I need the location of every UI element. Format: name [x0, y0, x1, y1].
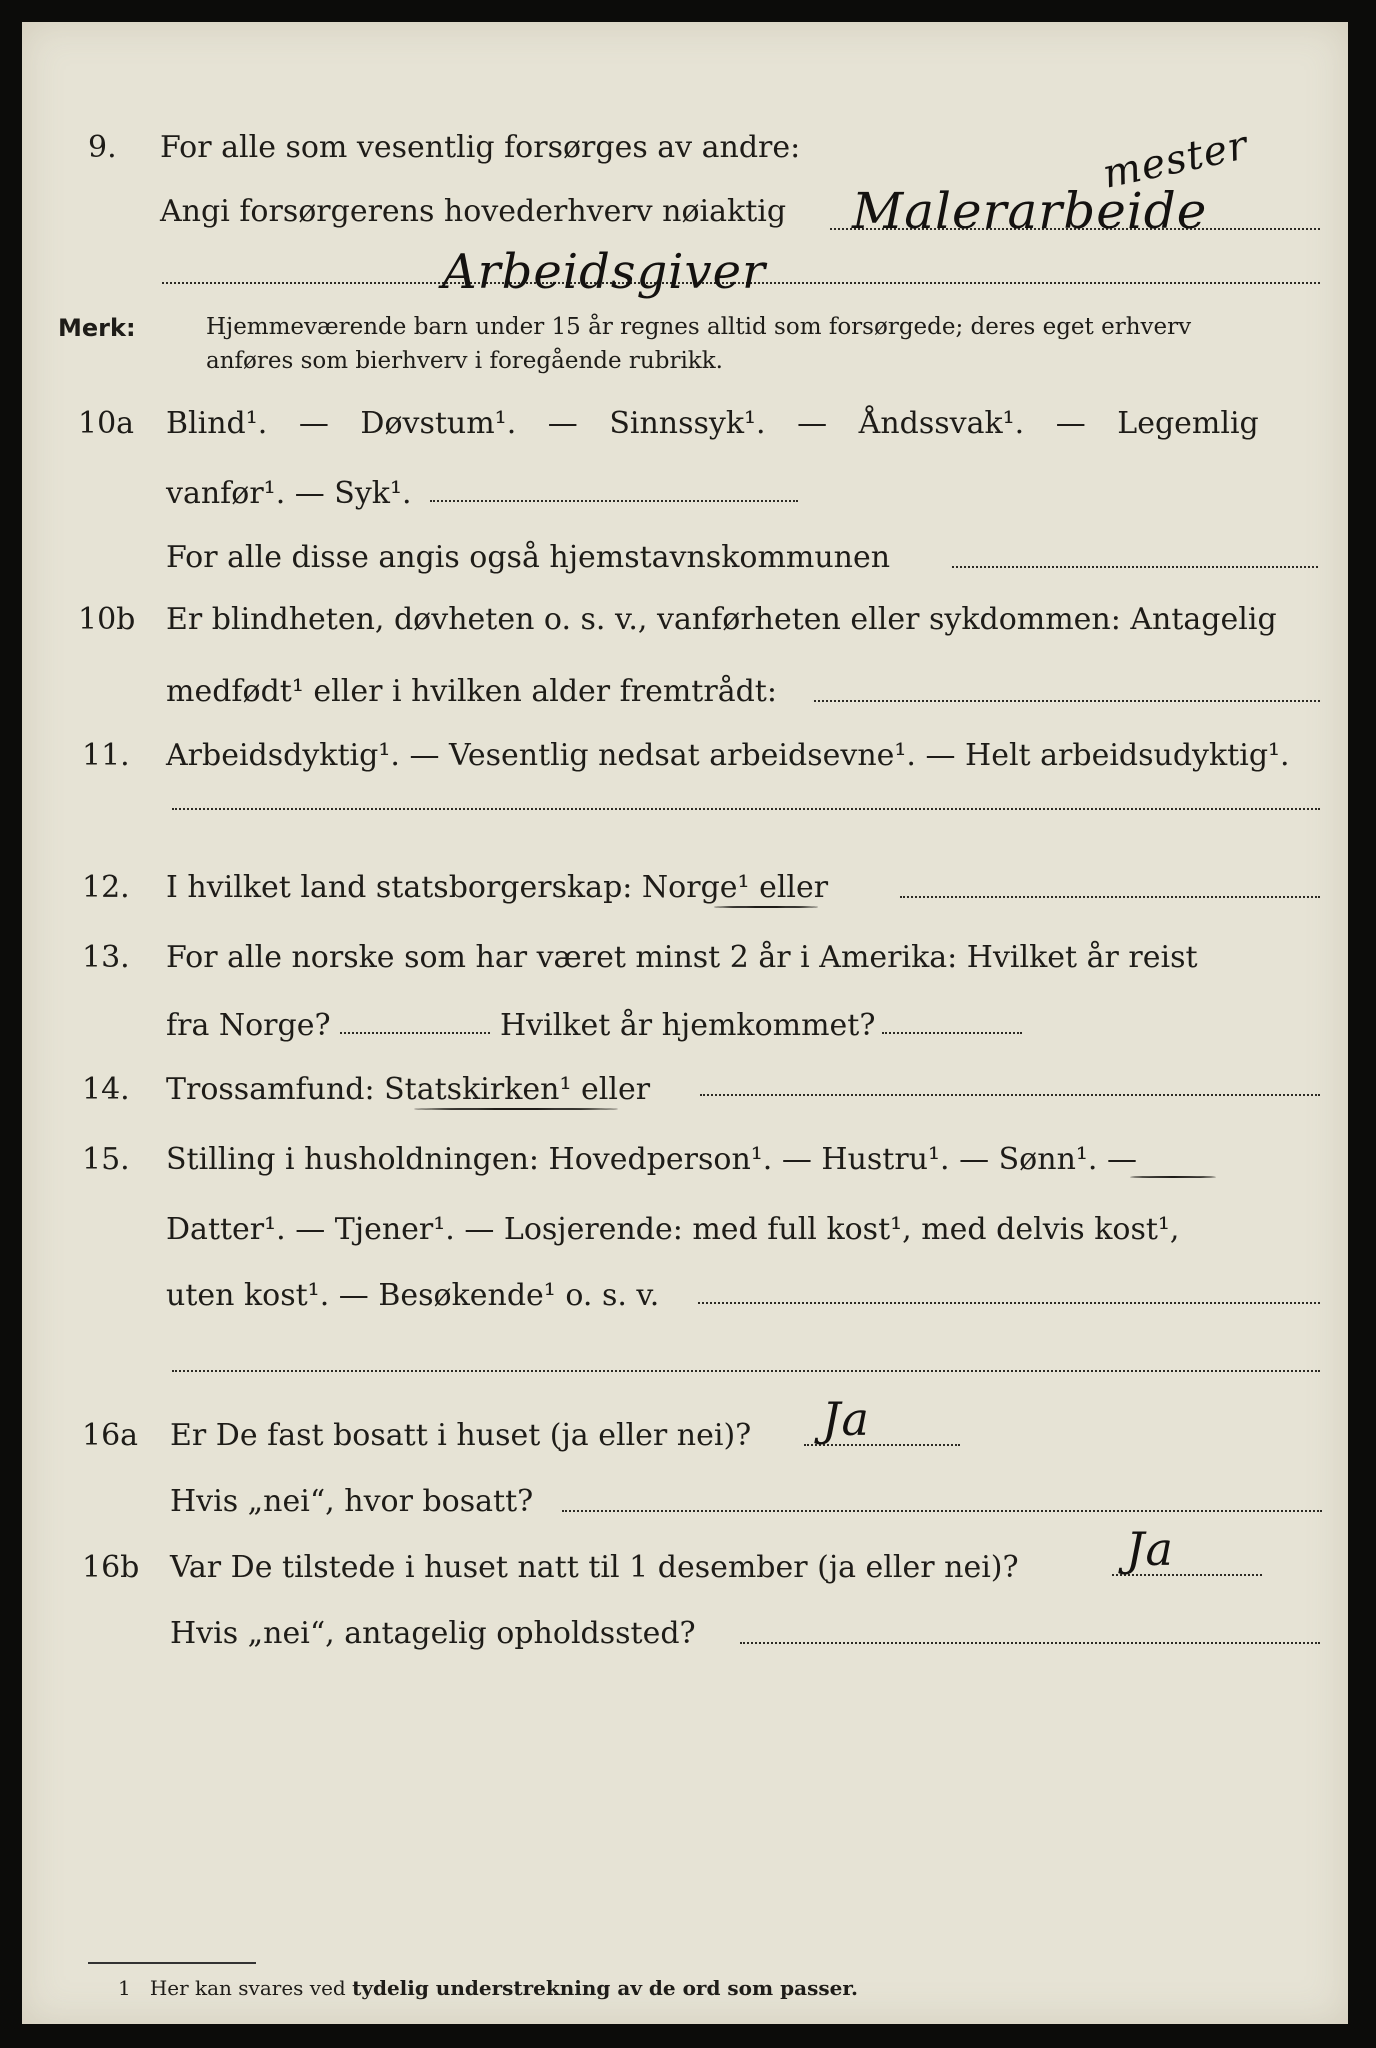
answer-line: [562, 1510, 1322, 1512]
answer-line: [698, 1302, 1320, 1304]
handwritten-answer: mester: [1098, 122, 1253, 198]
item-10a-options: Blind¹. — Døvstum¹. — Sinnssyk¹. — Åndssvak¹. — Legemlig: [166, 406, 1259, 441]
item-number: 13.: [82, 940, 130, 975]
underline-mark: [714, 906, 818, 908]
item-15-options: Datter¹. — Tjener¹. — Losjerende: med full kost¹, med delvis kost¹,: [166, 1212, 1180, 1247]
underline-mark: [1130, 1176, 1216, 1178]
item-13-question-a: fra Norge?: [166, 1008, 331, 1043]
answer-line: [952, 566, 1318, 568]
item-number: 12.: [82, 870, 130, 905]
handwritten-answer: Ja: [1126, 1522, 1174, 1576]
item-number: 11.: [82, 738, 130, 773]
item-9-prompt: Angi forsørgerens hovederhverv nøiaktig: [160, 194, 787, 229]
footnote-text-bold: tydelig understrekning av de ord som passer.: [352, 1976, 858, 2000]
item-10a-prompt: For alle disse angis også hjemstavnskommunen: [166, 540, 891, 575]
note-text: Hjemmeværende barn under 15 år regnes alltid som forsørgede; deres eget erhverv: [206, 314, 1192, 340]
item-16b-followup: Hvis „nei“, antagelig opholdssted?: [170, 1616, 696, 1651]
answer-line: [172, 808, 1320, 810]
footnote-text-plain: Her kan svares ved: [149, 1976, 346, 2000]
handwritten-answer: Arbeidsgiver: [442, 244, 766, 300]
item-number: 9.: [88, 130, 117, 165]
item-13-question: For alle norske som har været minst 2 år i Amerika: Hvilket år reist: [166, 940, 1198, 975]
item-15-options: Stilling i husholdningen: Hovedperson¹. — Hustru¹. — Sønn¹. —: [166, 1142, 1137, 1177]
item-16a-followup: Hvis „nei“, hvor bosatt?: [170, 1484, 534, 1519]
item-number: 10a: [78, 406, 135, 441]
answer-line: [900, 896, 1320, 898]
item-16a-question: Er De fast bosatt i huset (ja eller nei)?: [170, 1418, 752, 1453]
note-label: Merk:: [58, 314, 136, 342]
item-15-options: uten kost¹. — Besøkende¹ o. s. v.: [166, 1278, 660, 1313]
footnote-marker: 1: [118, 1976, 131, 2000]
census-form-page: [22, 22, 1348, 2024]
answer-line: [882, 1032, 1022, 1034]
item-number: 14.: [82, 1072, 130, 1107]
underline-mark: [414, 1108, 618, 1110]
note-text: anføres som bierhverv i foregående rubrikk.: [206, 348, 723, 374]
item-10a-options: vanfør¹. — Syk¹.: [166, 476, 412, 511]
item-12-question: I hvilket land statsborgerskap: Norge¹ eller: [166, 870, 829, 905]
item-13-question-b: Hvilket år hjemkommet?: [500, 1008, 876, 1043]
footnote-rule: [88, 1962, 256, 1964]
answer-line: [740, 1642, 1320, 1644]
handwritten-answer: Ja: [822, 1392, 870, 1446]
item-10b-question: Er blindheten, døvheten o. s. v., vanførheten eller sykdommen: Antagelig: [166, 602, 1277, 637]
answer-line: [430, 500, 798, 502]
item-number: 10b: [78, 602, 136, 637]
answer-line: [340, 1032, 490, 1034]
item-10b-question: medfødt¹ eller i hvilken alder fremtrådt:: [166, 674, 777, 709]
handwritten-answer: Malerarbeide: [852, 182, 1208, 240]
item-11-options: Arbeidsdyktig¹. — Vesentlig nedsat arbeidsevne¹. — Helt arbeidsudyktig¹.: [166, 738, 1290, 773]
item-9-question: For alle som vesentlig forsørges av andre:: [160, 130, 801, 165]
item-16b-question: Var De tilstede i huset natt til 1 desember (ja eller nei)?: [170, 1550, 1019, 1585]
item-14-question: Trossamfund: Statskirken¹ eller: [166, 1072, 651, 1107]
item-number: 16b: [82, 1550, 140, 1585]
item-number: 16a: [82, 1418, 139, 1453]
answer-line: [172, 1370, 1320, 1372]
footnote: [118, 1976, 858, 2000]
answer-line: [700, 1094, 1320, 1096]
item-number: 15.: [82, 1142, 130, 1177]
answer-line: [814, 700, 1320, 702]
